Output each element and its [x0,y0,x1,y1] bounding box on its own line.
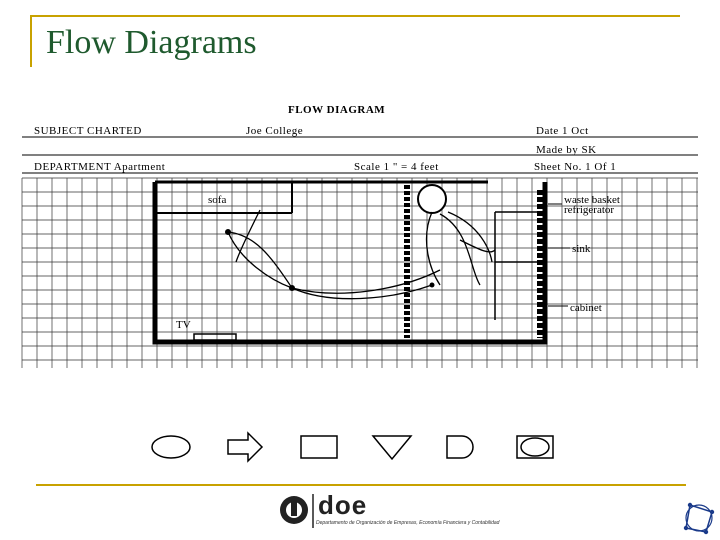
slide-title: Flow Diagrams [46,24,257,61]
inspection-square-icon [301,436,337,458]
brand-tagline: Departamento de Organización de Empresas, Economía Financiera y Contabilidad [316,520,500,526]
department-field: DEPARTMENT Apartment [34,161,166,173]
storage-triangle-icon [373,436,411,459]
label-sink: sink [572,243,591,255]
label-cabinet: cabinet [570,302,602,314]
made-by-field: Made by SK [536,144,597,156]
label-pointers [548,204,570,306]
doe-logo-icon [280,494,313,528]
label-tv: TV [176,319,191,331]
operation-circle-icon [152,436,190,458]
footer-rule [36,484,686,486]
flow-points [225,229,435,291]
delay-d-icon [447,436,473,458]
label-waste-basket: waste basket [564,194,620,206]
form-rules [22,137,698,173]
brand-wordmark: doe [318,490,368,520]
flow-paths [228,210,495,299]
date-field: Date 1 Oct [536,125,589,137]
waste-basket-shape [418,185,446,213]
form-heading: FLOW DIAGRAM [288,104,386,116]
scale-field: Scale 1 " = 4 feet [354,161,439,173]
symbol-legend [152,433,553,461]
subject-value: Joe College [246,125,304,137]
label-refrigerator: refrigerator [564,204,615,216]
sheet-field: Sheet No. 1 Of 1 [534,161,617,173]
transport-arrow-icon [228,433,262,461]
label-sofa: sofa [208,194,227,206]
corner-decoration-icon [684,503,714,534]
subject-label: SUBJECT CHARTED [34,125,142,137]
combined-circle-icon [521,438,549,456]
